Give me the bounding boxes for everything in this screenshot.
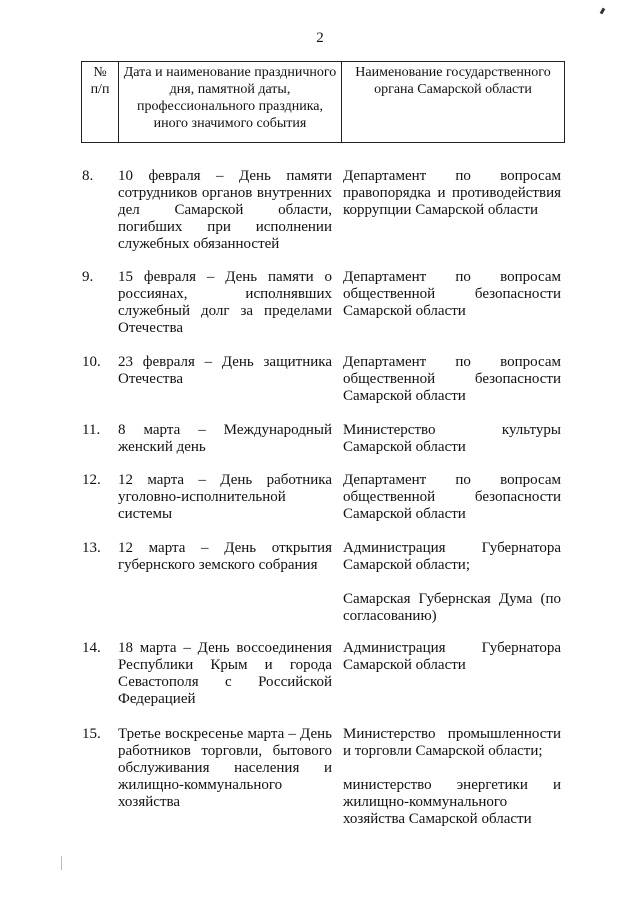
scan-mark xyxy=(600,8,606,15)
page-number: 2 xyxy=(316,30,324,46)
scan-mark xyxy=(61,856,62,870)
row-date: 8 марта – Международный женский день xyxy=(118,422,332,455)
row-date: 23 февраля – День защитника Отечества xyxy=(118,354,332,387)
table-header xyxy=(81,61,565,143)
row-org-entry: Департамент по вопросам общественной безопасности Самарской области xyxy=(343,472,561,522)
row-org-entry: Министерство культуры Самарской области xyxy=(343,422,561,455)
row-date: 10 февраля – День памяти сотрудников органов внутренних дел Самарской области, погибших при исполнении служебных обязанностей xyxy=(118,168,332,252)
row-org-entry: министерство энергетики и жилищно-коммунального хозяйства Самарской области xyxy=(343,777,561,827)
row-org-entry: Департамент по вопросам общественной безопасности Самарской области xyxy=(343,354,561,404)
row-number: 14. xyxy=(82,640,101,656)
row-org-entry: Департамент по вопросам правопорядка и противодействия коррупции Самарской области xyxy=(343,168,561,218)
row-number: 9. xyxy=(82,269,94,285)
row-org xyxy=(343,354,561,405)
row-number: 13. xyxy=(82,540,101,556)
row-org xyxy=(343,640,561,674)
row-date: 15 февраля – День памяти о россиянах, исполнявших служебный долг за пределами Отечества xyxy=(118,269,332,336)
row-date: 12 марта – День работника уголовно-исполнительной системы xyxy=(118,472,332,522)
row-number: 15. xyxy=(82,726,101,742)
header-org-column: Наименование государственного органа Самарской области xyxy=(355,65,551,97)
row-org-entry: Департамент по вопросам общественной безопасности Самарской области xyxy=(343,269,561,319)
row-date: 18 марта – День воссоединения Республики Крым и города Севастополя с Российской Федерацией xyxy=(118,640,332,707)
row-org xyxy=(343,540,561,625)
row-number: 12. xyxy=(82,472,101,488)
row-org xyxy=(343,269,561,320)
row-org-entry: Администрация Губернатора Самарской области; xyxy=(343,540,561,573)
row-date: 12 марта – День открытия губернского земского собрания xyxy=(118,540,332,573)
row-org xyxy=(343,472,561,523)
row-number: 11. xyxy=(82,422,101,438)
row-date: Третье воскресенье марта – День работников торговли, бытового обслуживания населения и жилищно-коммунального хозяйства xyxy=(118,726,332,810)
row-org-entry: Самарская Губернская Дума (по согласованию) xyxy=(343,591,561,624)
row-number: 8. xyxy=(82,168,94,184)
row-org xyxy=(343,422,561,456)
row-org-entry: Министерство промышленности и торговли Самарской области; xyxy=(343,726,561,759)
row-number: 10. xyxy=(82,354,101,370)
row-org xyxy=(343,726,561,828)
row-org xyxy=(343,168,561,219)
header-date-column: Дата и наименование праздничного дня, памятной даты, профессионального праздника, иного значимого события xyxy=(119,62,342,142)
header-number-column: № п/п xyxy=(82,62,119,142)
row-org-entry: Администрация Губернатора Самарской области xyxy=(343,640,561,673)
